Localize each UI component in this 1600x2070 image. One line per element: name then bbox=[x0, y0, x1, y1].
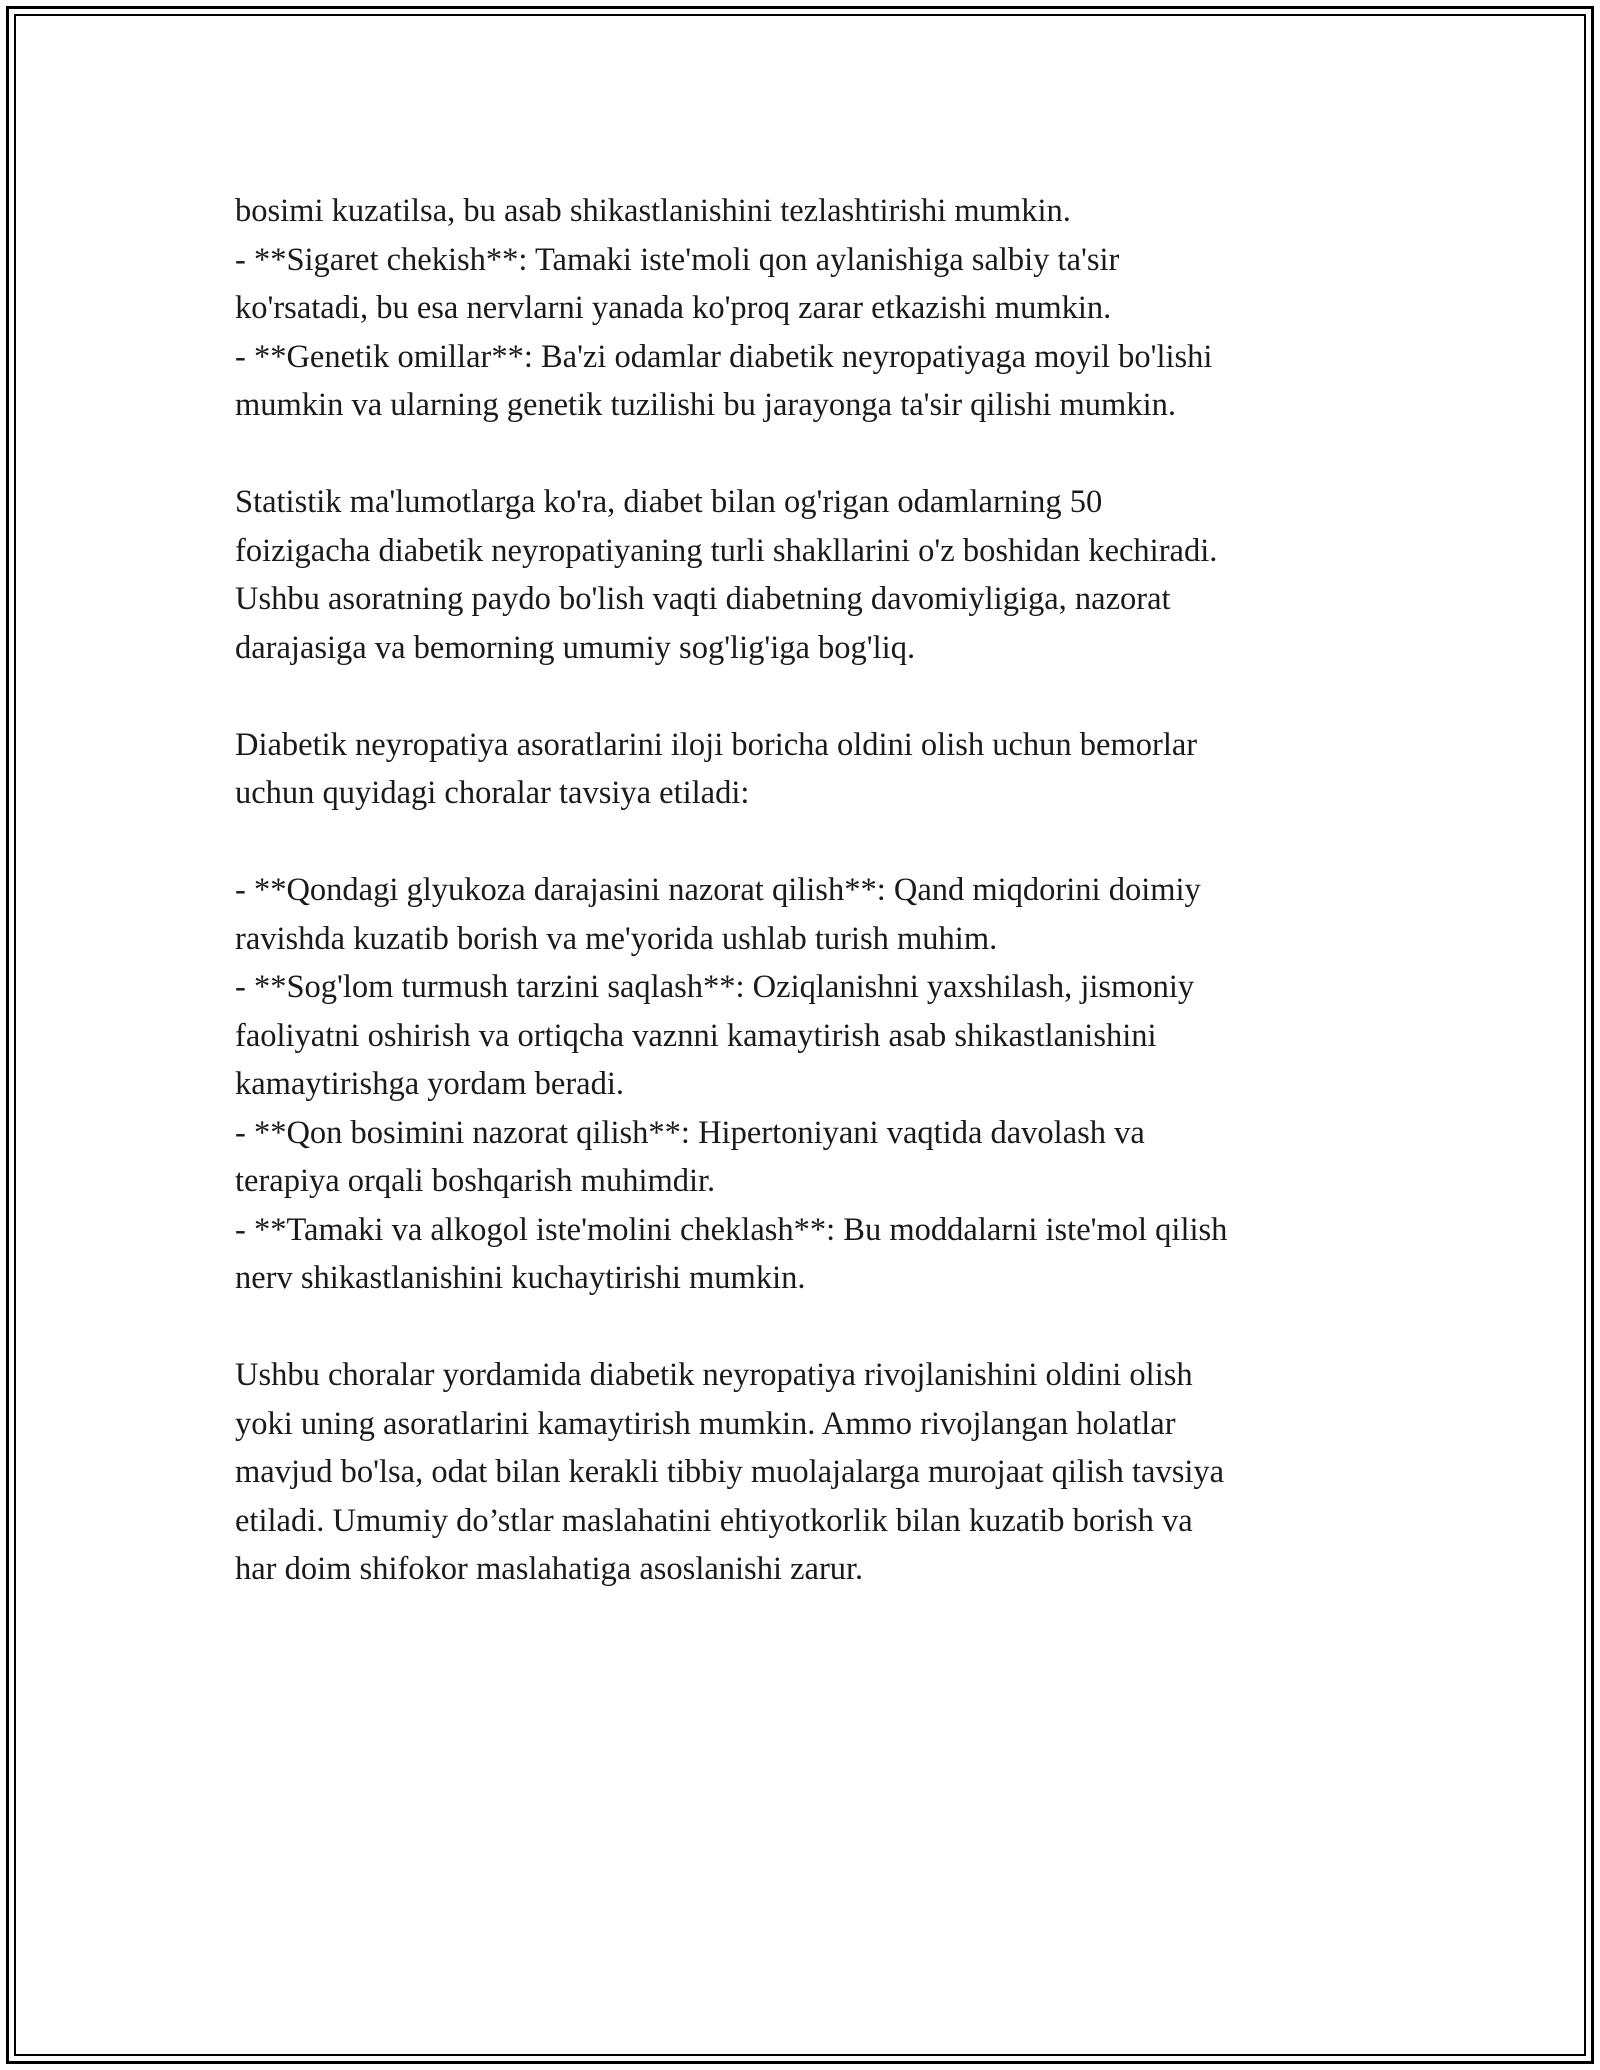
text-line: nerv shikastlanishini kuchaytirishi mumkin. bbox=[235, 1260, 806, 1296]
text-line: - **Qondagi glyukoza darajasini nazorat qilish**: Qand miqdorini doimiy bbox=[235, 872, 1201, 908]
text-line: Statistik ma'lumotlarga ko'ra, diabet bilan og'rigan odamlarning 50 bbox=[235, 484, 1103, 520]
text-line: - **Genetik omillar**: Ba'zi odamlar diabetik neyropatiyaga moyil bo'lishi bbox=[235, 338, 1213, 375]
text-line: etiladi. Umumiy do’stlar maslahatini ehtiyotkorlik bilan kuzatib borish va bbox=[235, 1502, 1193, 1539]
blank-line bbox=[235, 818, 1395, 867]
text-line: terapiya orqali boshqarish muhimdir. bbox=[235, 1163, 716, 1199]
blank-line bbox=[235, 1303, 1395, 1352]
text-line: bosimi kuzatilsa, bu asab shikastlanishini tezlashtirishi mumkin. bbox=[235, 193, 1071, 229]
text-line: uchun quyidagi choralar tavsiya etiladi: bbox=[235, 775, 750, 811]
text-line: - **Sigaret chekish**: Tamaki iste'moli qon aylanishiga salbiy ta'sir bbox=[235, 241, 1120, 278]
text-line: - **Qon bosimini nazorat qilish**: Hipertoniyani vaqtida davolash va bbox=[235, 1114, 1145, 1151]
blank-line bbox=[235, 672, 1395, 721]
text-line: Diabetik neyropatiya asoratlarini iloji boricha oldini olish uchun bemorlar bbox=[235, 726, 1198, 763]
text-line: darajasiga va bemorning umumiy sog'lig'iga bog'liq. bbox=[235, 629, 916, 666]
text-line: Ushbu choralar yordamida diabetik neyropatiya rivojlanishini oldini olish bbox=[235, 1357, 1193, 1393]
text-line: mumkin va ularning genetik tuzilishi bu jarayonga ta'sir qilishi mumkin. bbox=[235, 387, 1176, 423]
text-line: faoliyatni oshirish va ortiqcha vaznni kamaytirish asab shikastlanishini bbox=[235, 1017, 1157, 1054]
text-line: Ushbu asoratning paydo bo'lish vaqti diabetning davomiyligiga, nazorat bbox=[235, 581, 1171, 617]
text-line: - **Sog'lom turmush tarzini saqlash**: Oziqlanishni yaxshilash, jismoniy bbox=[235, 969, 1195, 1005]
text-line: - **Tamaki va alkogol iste'molini cheklash**: Bu moddalarni iste'mol qilish bbox=[235, 1211, 1228, 1248]
text-line: kamaytirishga yordam beradi. bbox=[235, 1066, 624, 1102]
text-line: mavjud bo'lsa, odat bilan kerakli tibbiy muolajalarga murojaat qilish tavsiya bbox=[235, 1454, 1225, 1490]
text-line: ko'rsatadi, bu esa nervlarni yanada ko'proq zarar etkazishi mumkin. bbox=[235, 290, 1112, 326]
text-line: yoki uning asoratlarini kamaytirish mumkin. Ammo rivojlangan holatlar bbox=[235, 1405, 1176, 1442]
document-body bbox=[235, 187, 1395, 1594]
text-line: ravishda kuzatib borish va me'yorida ushlab turish muhim. bbox=[235, 920, 998, 957]
blank-line bbox=[235, 430, 1395, 479]
text-line: har doim shifokor maslahatiga asoslanishi zarur. bbox=[235, 1551, 864, 1587]
text-line: foizigacha diabetik neyropatiyaning turli shakllarini o'z boshidan kechiradi. bbox=[235, 532, 1218, 569]
